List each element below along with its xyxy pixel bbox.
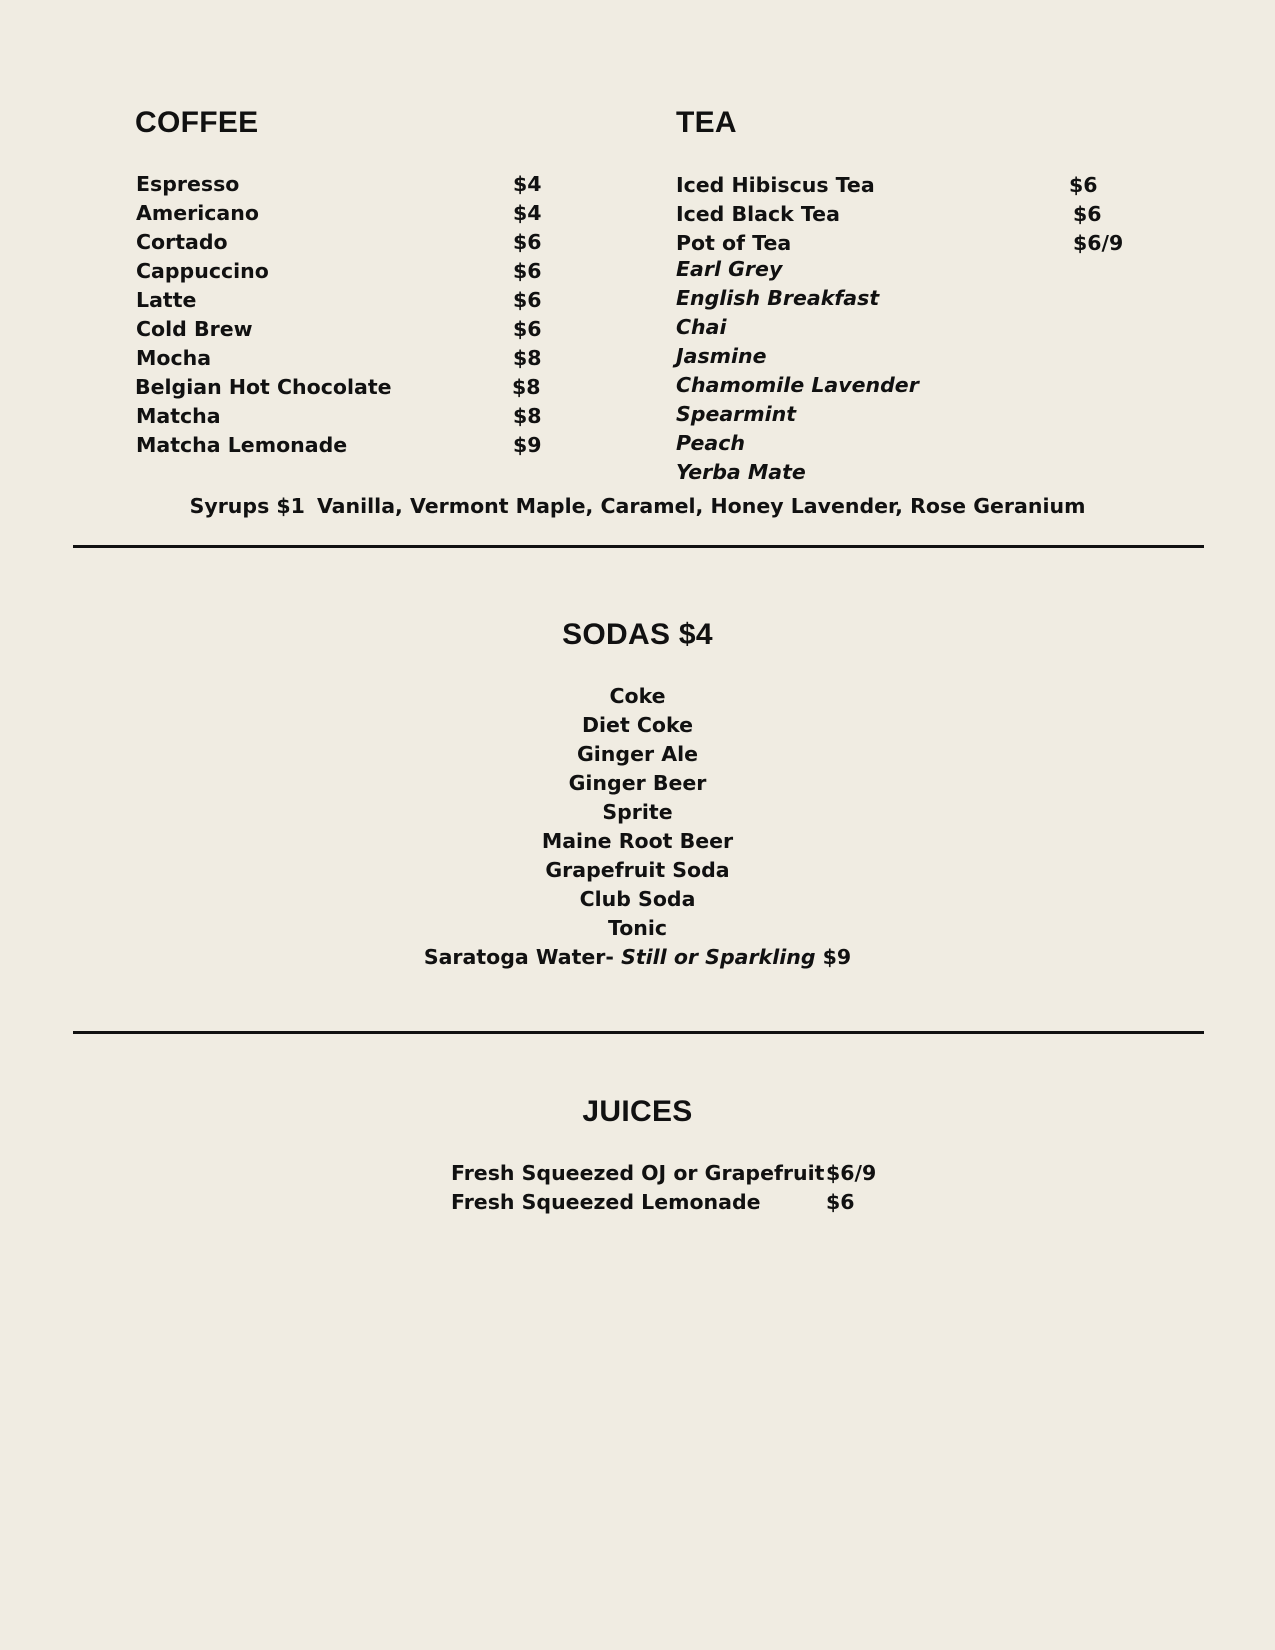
soda-item: Coke xyxy=(609,684,666,708)
item-name: Espresso xyxy=(136,172,240,196)
tea-variety: Spearmint xyxy=(676,402,797,426)
item-price: $9 xyxy=(513,433,542,457)
tea-variety: Peach xyxy=(676,431,745,455)
item-price: $6 xyxy=(513,259,542,283)
item-name: Cold Brew xyxy=(136,317,253,341)
item-price: $6 xyxy=(1073,202,1102,226)
soda-item: Ginger Beer xyxy=(568,771,707,795)
item-name: Americano xyxy=(136,201,259,225)
tea-heading: TEA xyxy=(676,106,737,139)
item-name: Iced Hibiscus Tea xyxy=(676,173,875,197)
item-name: Iced Black Tea xyxy=(676,202,840,226)
tea-list xyxy=(676,171,1136,258)
item-price: $6 xyxy=(513,317,542,341)
soda-item: Diet Coke xyxy=(582,713,693,737)
water-options: Still or Sparkling xyxy=(621,945,816,969)
saratoga-water-item xyxy=(0,943,1275,972)
item-name: Latte xyxy=(136,288,197,312)
menu-item xyxy=(451,1159,877,1188)
item-name: Matcha xyxy=(136,404,221,428)
item-name: Fresh Squeezed Lemonade xyxy=(451,1190,761,1214)
item-price: $4 xyxy=(513,201,542,225)
item-name: Fresh Squeezed OJ or Grapefruit xyxy=(451,1161,825,1185)
soda-item: Grapefruit Soda xyxy=(545,858,730,882)
item-price: $6 xyxy=(1069,173,1098,197)
item-price: $4 xyxy=(513,172,542,196)
item-name: Cappuccino xyxy=(136,259,269,283)
juices-heading: JUICES xyxy=(582,1095,693,1128)
item-price: $8 xyxy=(512,375,541,399)
syrups-flavors: Vanilla, Vermont Maple, Caramel, Honey Lavender, Rose Geranium xyxy=(316,494,1086,518)
tea-variety: Chai xyxy=(676,315,727,339)
item-price: $8 xyxy=(513,404,542,428)
menu-item xyxy=(136,402,556,431)
menu-item xyxy=(135,373,555,402)
syrups-label: Syrups $1 xyxy=(189,494,305,518)
coffee-heading: COFFEE xyxy=(135,106,259,139)
item-price: $8 xyxy=(513,346,542,370)
item-name: Matcha Lemonade xyxy=(136,433,348,457)
syrups-line xyxy=(0,494,1275,518)
tea-variety: Jasmine xyxy=(676,344,767,368)
soda-item: Maine Root Beer xyxy=(541,829,734,853)
menu-item xyxy=(676,171,1136,200)
menu-item xyxy=(136,199,556,228)
menu-item xyxy=(136,315,556,344)
water-price: $9 xyxy=(822,945,852,969)
tea-variety: Chamomile Lavender xyxy=(676,373,919,397)
soda-item: Sprite xyxy=(602,800,673,824)
water-name: Saratoga Water- xyxy=(423,945,614,969)
sodas-list xyxy=(0,682,1275,972)
item-name: Cortado xyxy=(136,230,228,254)
menu-item xyxy=(136,257,556,286)
item-price: $6 xyxy=(826,1190,855,1214)
menu-item xyxy=(676,229,1136,258)
section-divider xyxy=(73,1031,1204,1034)
item-name: Mocha xyxy=(136,346,212,370)
item-price: $6 xyxy=(513,230,542,254)
tea-variety: Yerba Mate xyxy=(676,460,806,484)
menu-item xyxy=(136,228,556,257)
item-price: $6/9 xyxy=(826,1161,877,1185)
menu-item xyxy=(136,344,556,373)
tea-varieties xyxy=(676,255,919,487)
menu-item xyxy=(676,200,1136,229)
tea-variety: Earl Grey xyxy=(676,257,783,281)
menu-item xyxy=(136,286,556,315)
menu-item xyxy=(451,1188,855,1217)
item-name: Pot of Tea xyxy=(676,231,792,255)
tea-variety: English Breakfast xyxy=(676,286,880,310)
sodas-heading: SODAS $4 xyxy=(562,618,713,651)
menu-item xyxy=(136,170,556,199)
soda-item: Tonic xyxy=(607,916,668,940)
soda-item: Club Soda xyxy=(579,887,696,911)
item-price: $6/9 xyxy=(1073,231,1124,255)
item-price: $6 xyxy=(513,288,542,312)
juices-list xyxy=(451,1159,877,1217)
section-divider xyxy=(73,545,1204,548)
coffee-list xyxy=(136,170,556,460)
menu-item xyxy=(136,431,556,460)
item-name: Belgian Hot Chocolate xyxy=(135,375,392,399)
soda-item: Ginger Ale xyxy=(576,742,699,766)
